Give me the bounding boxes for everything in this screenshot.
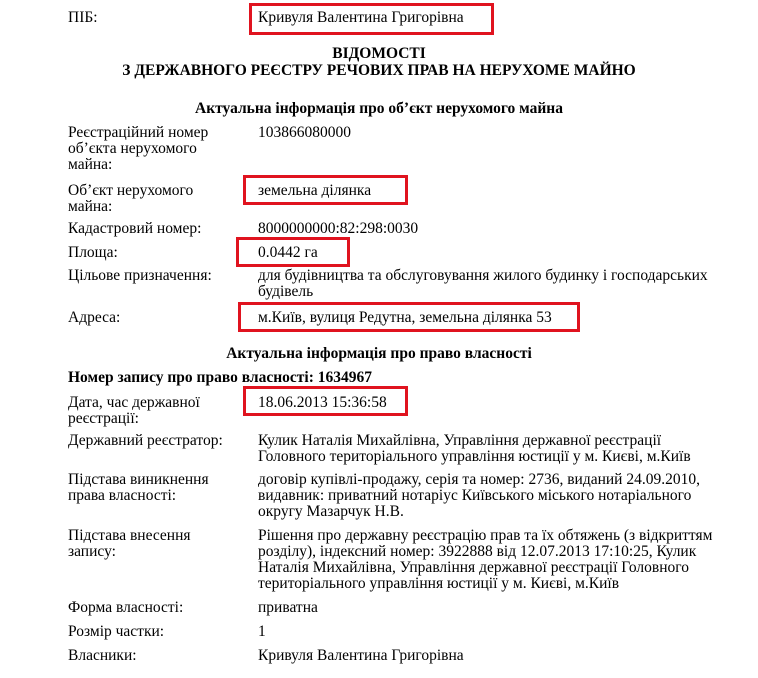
ownership-basis-label: Підстава виникнення права власності: bbox=[68, 471, 209, 504]
cadastral-value: 8000000000:82:298:0030 bbox=[258, 220, 419, 237]
registration-date-value: 18.06.2013 15:36:58 bbox=[258, 394, 387, 411]
address-value: м.Київ, вулиця Редутна, земельна ділянка 53 bbox=[258, 309, 552, 326]
owners-label: Власники: bbox=[68, 647, 137, 664]
registrar-label: Державний реєстратор: bbox=[68, 432, 223, 449]
purpose-label: Цільове призначення: bbox=[68, 267, 212, 284]
reg-number-label: Реєстраційний номер об’єкта нерухомого майна: bbox=[68, 124, 209, 173]
address-label: Адреса: bbox=[68, 309, 121, 326]
entry-basis-value: Рішення про державну реєстрацію прав та їх обтяжень (з відкриттям розділу), індексний номер: 3922888 від 12.07.2013 17:10:25, Кулик Наталія Михайлівна, Управління державної реєстрації Головного територіального управління юстиції у м. Києві, м.Київ bbox=[258, 527, 713, 592]
record-number-value: 1634967 bbox=[317, 369, 373, 386]
object-type-value: земельна ділянка bbox=[258, 182, 372, 199]
owners-value: Кривуля Валентина Григорівна bbox=[258, 647, 464, 664]
purpose-value: для будівництва та обслуговування жилого будинку і господарських будівель bbox=[258, 267, 708, 300]
ownership-form-label: Форма власності: bbox=[68, 599, 184, 616]
pib-label: ПІБ: bbox=[68, 9, 98, 26]
cadastral-label: Кадастровий номер: bbox=[68, 220, 202, 237]
document-subtitle: З ДЕРЖАВНОГО РЕЄСТРУ РЕЧОВИХ ПРАВ НА НЕРУХОМЕ МАЙНО bbox=[122, 62, 636, 79]
pib-value: Кривуля Валентина Григорівна bbox=[258, 9, 464, 26]
highlight-box-address bbox=[238, 302, 580, 332]
ownership-basis-value: договір купівлі-продажу, серія та номер: 2736, виданий 24.09.2010, видавник: приватний нотаріус Київського міського нотаріального округу Мазарчук Н.В. bbox=[258, 471, 700, 520]
reg-number-value: 103866080000 bbox=[258, 124, 351, 141]
share-size-label: Розмір частки: bbox=[68, 623, 165, 640]
object-section-heading: Актуальна інформація про об’єкт нерухомого майна bbox=[195, 100, 563, 117]
share-size-value: 1 bbox=[258, 623, 266, 640]
entry-basis-label: Підстава внесення запису: bbox=[68, 527, 191, 560]
area-value: 0.0442 га bbox=[258, 244, 318, 261]
highlight-box-object bbox=[243, 175, 408, 205]
highlight-box-area bbox=[236, 237, 350, 267]
record-number-line bbox=[68, 370, 372, 386]
highlight-box-date bbox=[243, 386, 408, 416]
registration-date-label: Дата, час державної реєстрації: bbox=[68, 394, 200, 427]
ownership-section-heading: Актуальна інформація про право власності bbox=[226, 345, 532, 362]
object-type-label: Об’єкт нерухомого майна: bbox=[68, 182, 194, 215]
ownership-form-value: приватна bbox=[258, 599, 318, 616]
area-label: Площа: bbox=[68, 244, 118, 261]
highlight-box-pib bbox=[249, 3, 494, 35]
registrar-value: Кулик Наталія Михайлівна, Управління державної реєстрації Головного територіального управління юстиції у м. Києві, м.Київ bbox=[258, 432, 691, 465]
record-number-label: Номер запису про право власності: bbox=[68, 369, 314, 386]
document-title: ВІДОМОСТІ bbox=[332, 45, 426, 62]
